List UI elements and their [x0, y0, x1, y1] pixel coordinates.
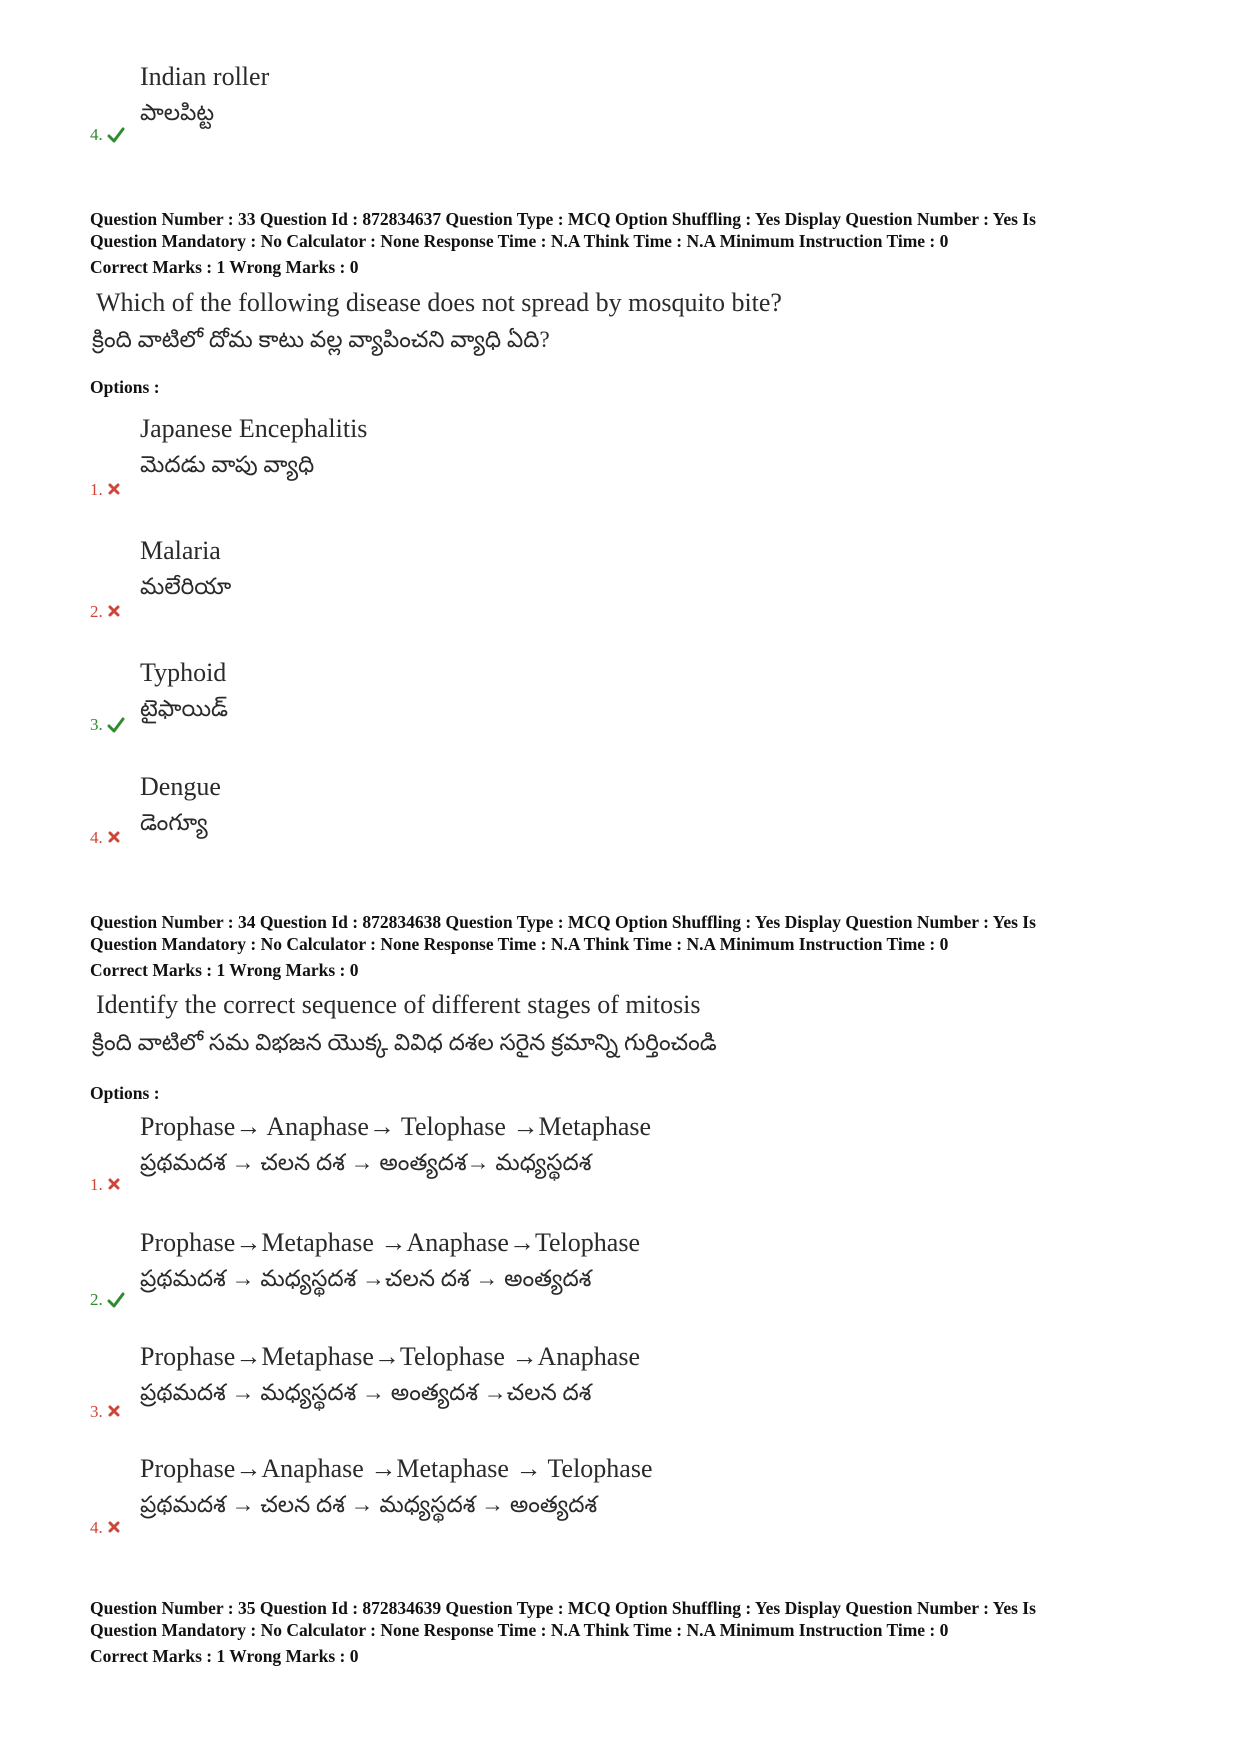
question-35-meta [90, 1597, 1150, 1641]
option-2-marker [90, 1290, 125, 1310]
option-4-english: Prophase→Anaphase →Metaphase → Telophase [140, 1454, 653, 1483]
option-number: 2. [90, 1290, 103, 1309]
question-34-text-telugu: క్రింది వాటిలో సమ విభజన యొక్క వివిధ దశల సరైన క్రమాన్ని గుర్తించండి [92, 1030, 717, 1055]
option-2-english: Prophase→Metaphase →Anaphase→Telophase [140, 1228, 640, 1257]
meta-line-2: Question Mandatory : No Calculator : None Response Time : N.A Think Time : N.A Minimum Instruction Time : 0 [90, 934, 949, 954]
option-4-english: Indian roller [140, 62, 270, 91]
question-34-marks: Correct Marks : 1 Wrong Marks : 0 [90, 960, 359, 980]
options-label: Options : [90, 377, 160, 397]
option-number: 3. [90, 1402, 103, 1421]
option-number: 1. [90, 1175, 103, 1194]
question-34-meta [90, 911, 1150, 955]
option-number: 3. [90, 715, 103, 734]
check-icon [107, 127, 125, 143]
meta-line-2: Question Mandatory : No Calculator : None Response Time : N.A Think Time : N.A Minimum Instruction Time : 0 [90, 1620, 949, 1640]
option-number: 4. [90, 125, 103, 144]
question-33-text-telugu: క్రింది వాటిలో దోమ కాటు వల్ల వ్యాపించని వ్యాధి ఏది? [92, 327, 550, 352]
cross-icon [107, 1404, 125, 1420]
option-3-marker [90, 715, 125, 735]
meta-line-1: Question Number : 34 Question Id : 872834638 Question Type : MCQ Option Shuffling : Yes Display Question Number : Yes Is [90, 912, 1036, 932]
option-2-marker [90, 602, 125, 622]
option-3-telugu: ప్రథమదశ → మధ్యస్థదశ → అంత్యదశ →చలన దశ [140, 1380, 592, 1405]
option-1-marker [90, 1175, 125, 1195]
option-1-telugu: ప్రథమదశ → చలన దశ → అంత్యదశ→ మధ్యస్థదశ [140, 1150, 592, 1175]
cross-icon [107, 482, 125, 498]
option-2-telugu: ప్రథమదశ → మధ్యస్థదశ →చలన దశ → అంత్యదశ [140, 1266, 592, 1291]
option-3-english: Prophase→Metaphase→Telophase →Anaphase [140, 1342, 640, 1371]
option-4-marker [90, 125, 125, 145]
option-1-english: Prophase→ Anaphase→ Telophase →Metaphase [140, 1112, 652, 1141]
question-34-text-english: Identify the correct sequence of different stages of mitosis [96, 990, 701, 1019]
option-number: 4. [90, 828, 103, 847]
meta-line-2: Question Mandatory : No Calculator : None Response Time : N.A Think Time : N.A Minimum Instruction Time : 0 [90, 231, 949, 251]
option-1-english: Japanese Encephalitis [140, 414, 368, 443]
cross-icon [107, 1520, 125, 1536]
option-3-marker [90, 1402, 125, 1422]
option-4-telugu: డెంగ్యూ [140, 810, 208, 835]
option-4-telugu: ప్రథమదశ → చలన దశ → మధ్యస్థదశ → అంత్యదశ [140, 1492, 598, 1517]
option-4-english: Dengue [140, 772, 221, 801]
option-3-english: Typhoid [140, 658, 227, 687]
option-4-marker [90, 828, 125, 848]
options-label: Options : [90, 1083, 160, 1103]
cross-icon [107, 604, 125, 620]
option-4-marker [90, 1518, 125, 1538]
question-33-text-english: Which of the following disease does not spread by mosquito bite? [96, 288, 782, 317]
option-2-telugu: మలేరియా [140, 574, 232, 599]
option-number: 4. [90, 1518, 103, 1537]
check-icon [107, 717, 125, 733]
meta-line-1: Question Number : 35 Question Id : 872834639 Question Type : MCQ Option Shuffling : Yes Display Question Number : Yes Is [90, 1598, 1036, 1618]
question-33-meta [90, 208, 1150, 252]
option-1-telugu: మెదడు వాపు వ్యాధి [140, 452, 315, 477]
question-35-marks: Correct Marks : 1 Wrong Marks : 0 [90, 1646, 359, 1666]
cross-icon [107, 830, 125, 846]
cross-icon [107, 1177, 125, 1193]
option-3-telugu: టైఫాయిడ్ [140, 696, 229, 721]
check-icon [107, 1292, 125, 1308]
option-number: 1. [90, 480, 103, 499]
option-4-telugu: పాలపిట్ట [140, 100, 215, 125]
option-2-english: Malaria [140, 536, 221, 565]
option-number: 2. [90, 602, 103, 621]
option-1-marker [90, 480, 125, 500]
meta-line-1: Question Number : 33 Question Id : 872834637 Question Type : MCQ Option Shuffling : Yes Display Question Number : Yes Is [90, 209, 1036, 229]
question-33-marks: Correct Marks : 1 Wrong Marks : 0 [90, 257, 359, 277]
